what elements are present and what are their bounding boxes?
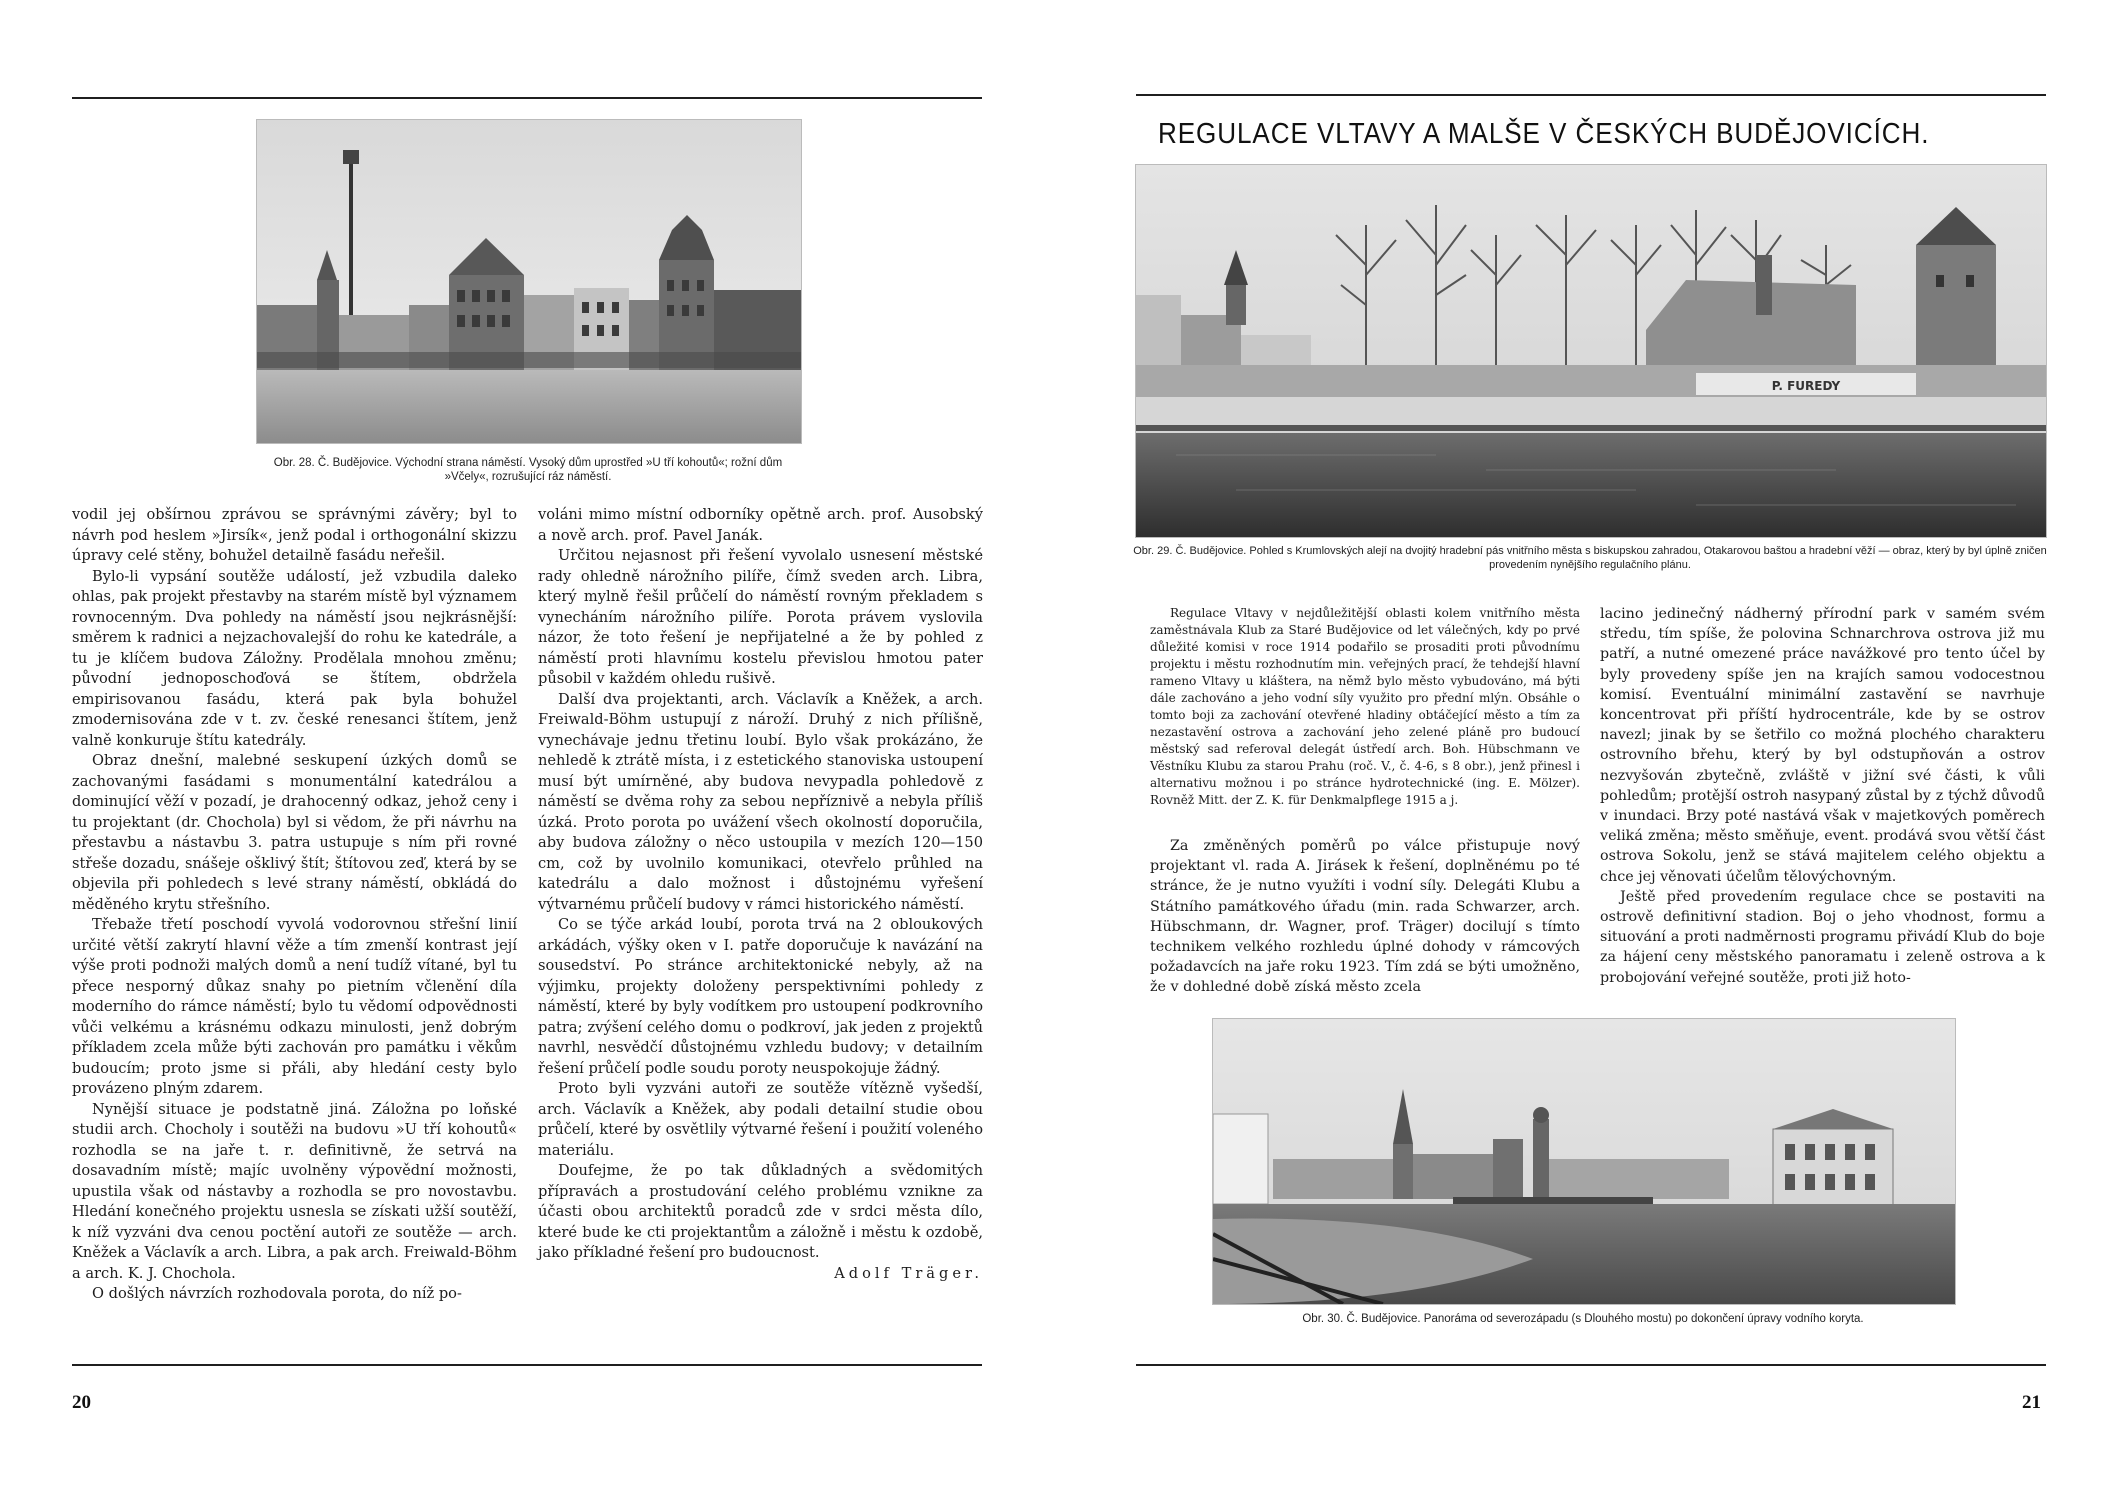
top-rule-right	[1136, 94, 2046, 96]
figure-30-caption: Obr. 30. Č. Budějovice. Panoráma od severozápadu (s Dlouhého mostu) po dokončení úpravy vodního koryta.	[1302, 1313, 1864, 1325]
paragraph: Třebaže třetí poschodí vyvolá vodorovnou střešní linií určité větší zakrytí hlavní věže a tím zmenší kontrast její výše proti podnoži malých domů a není tudíž vítané, byl tu přece nesporný důkaz snahy po pietním včlenění díla moderního do rámce náměstí; bylo tu vědomí odpovědnosti vůči velkému a krásnému odkazu minulosti, jenž dobrým příkladem zcela může býti zachován pro památku i věkům budoucím; proto jsme si přáli, aby hledání cesty bylo provázeno plným zdarem.	[72, 916, 517, 1097]
figure-29-photo	[1135, 164, 2047, 538]
figure-28-photo	[256, 119, 802, 444]
paragraph: vodil jej obšírnou zprávou se správnými závěry; byl to návrh pod heslem »Jirsík«, jenž podal i orthogonální skizzu úpravy celé stěny, bohužel detailně fasádu neřešil.	[72, 506, 517, 564]
left-column-2	[538, 505, 983, 1284]
bottom-rule-right	[1136, 1364, 2046, 1366]
paragraph: Nynější situace je podstatně jiná. Záložna po loňské studii arch. Chocholy i soutěži na budovu »U tří kohoutů« rozhodla se na jaře t. r. definitivně, že setrvá na dosavadním místě; majíc uvolněny výpovědní možnosti, upustila však od nástavby a rozhodla se pro novostavbu. Hledání konečného projektu usnesla se získati užší soutěží, k níž vyzváni dva cenou poctění autoři ze soutěže — arch. Kněžek a Václavík a arch. Libra, a pak arch. Freiwald-Böhm a arch. K. J. Chochola.	[72, 1100, 517, 1282]
article-title: REGULACE VLTAVY A MALŠE V ČESKÝCH BUDĚJOVICÍCH.	[1158, 118, 1930, 150]
river-wall-photo-illustration	[1136, 165, 2046, 537]
paragraph: Další dva projektanti, arch. Václavík a Kněžek, a arch. Freiwald-Böhm ustupují z nároží. Druhý z nich přílišně, vynechávaje jednu třetinu loubí. Bylo však prokázáno, že nehledě k ztrátě místa, i z estetického stanoviska ustoupení musí být umírněné, aby budova nevypadla pohledově z náměstí se dvěma rohy za sebou nepříznivě a nebyla příliš úzká. Proto porota po uvážení všech okolností doporučila, aby budova záložny o něco ustoupila v mezích 120—150 cm, což by uvolnilo komunikaci, otevřelo průhled na katedrálu a dalo možnost i důstojnému vyřešení výtvarnému průčelí budovy v rámci historického náměstí.	[538, 690, 983, 913]
left-column-1	[72, 505, 517, 1305]
square-photo-illustration	[257, 120, 801, 443]
right-column-2	[1600, 604, 2045, 988]
top-rule-left	[72, 97, 982, 99]
right-intro-text	[1150, 605, 1580, 809]
paragraph: Regulace Vltavy v nejdůležitější oblasti kolem vnitřního města zaměstnávala Klub za Staré Budějovice od let válečných, kdy po prvé důležité komisi v roce 1914 podařilo se prosaditi proti původnímu projektu i městu rozhodnutím min. veřejných prací, že tehdejší hlavní rameno Vltavy u kláštera, na němž bylo město vybudováno, má býti dále zachováno a jeho vodní síly využito pro přední mlýn. Obsáhle o tomto boji za zachování otevřené hladiny obtáčející město a tím za nezastavění ostrova a zachování jeho zelené pláně pro budoucí městský sad referoval delegát ústředí arch. Boh. Hübschmann ve Věstníku Klubu za starou Prahu (roč. V., č. 4-6, s 8 obr.), jenž přinesl i alternativu možnou i po stránce hydrotechnické (ing. E. Mölzer). Rovněž Mitt. der Z. K. für Denkmalpflege 1915 a j.	[1150, 606, 1580, 807]
paragraph: Proto byli vyzváni autoři ze soutěže vítězně vyšedší, arch. Václavík a Kněžek, aby podali detailní studie obou průčelí, které by osvětlily výtvarné řešení i použití voleného materiálu.	[538, 1080, 983, 1159]
right-column-1	[1150, 836, 1580, 998]
paragraph: Doufejme, že po tak důkladných a svědomitých přípravách a prostudování celého problému vznikne za účasti obou architektů poradců zde v srdci města dílo, které bude ke cti projektantům a záložně i městu k ozdobě, jako příkladné řešení pro budoucnost.	[538, 1162, 983, 1261]
figure-30-photo	[1212, 1018, 1956, 1305]
paragraph: Za změněných poměrů po válce přistupuje nový projektant vl. rada A. Jirásek k řešení, doplněnému po té stránce, že je nutno využíti i vodní síly. Delegáti Klubu a Státního památkového úřadu (min. rada Schwarzer, arch. Hübschmann, dr. Wagner, prof. Träger) docilují s tímto technikem velkého rozhledu úplné dohody v rámcových požadavcích na jaře roku 1923. Tím zdá se býti umožněno, že v dohledné době získá město zcela	[1150, 838, 1580, 996]
figure-28-caption: Obr. 28. Č. Budějovice. Východní strana náměstí. Vysoký dům uprostřed »U tří kohoutů«; rožní dům »Včely«, rozrušující ráz náměstí.	[273, 457, 783, 483]
wall-sign-text: P. FUREDY	[1771, 379, 1841, 393]
paragraph: Co se týče arkád loubí, porota trvá na 2 obloukových arkádách, výšky oken v I. patře doporučuje k navázání na sousedství. Po stránce architektonické nebyly, až na výjimku, projekty doloženy perspektivními pohledy z náměstí, které by byly vodítkem pro ustoupení podkrovního patra; zvýšení celého domu o podkroví, jak jeden z projektů navrhl, nesvědčí důstojnému vzhledu budovy; v detailním řešení průčelí podle soudu poroty neuspokojuje žádný.	[538, 916, 983, 1077]
paragraph: Určitou nejasnost při řešení vyvolalo usnesení městské rady ohledně nárožního pilíře, čímž sveden arch. Libra, který mylně řešil průčelí do náměstí rovným překladem s vynecháním nárožního pilíře. Porota právem vyslovila názor, že toto řešení je nepřijatelné a že by pohled z náměstí proti hlavnímu kostelu převislou hmotou pater působil v každém ohledu rušivě.	[538, 547, 983, 687]
paragraph: O došlých návrzích rozhodovala porota, do níž po-	[92, 1285, 462, 1302]
paragraph: Obraz dnešní, malebné seskupení úzkých domů se zachovanými fasádami s monumentální katedrálou a dominující věží v pozadí, je drahocenný odkaz, jehož ceny i tu projektant (dr. Chochola) byl si vědom, že při návrhu na přestavbu a nástavbu 3. patra ustupuje s ním při rovné střeše dozadu, snášeje ošklivý štít; štítovou zeď, která by se objevila při pohledech s levé strany náměstí, obkládá do měděného krytu střešního.	[72, 752, 517, 913]
panorama-photo-illustration	[1213, 1019, 1955, 1304]
bottom-rule-left	[72, 1364, 982, 1366]
page-number-right: 21	[2022, 1392, 2041, 1413]
paragraph: Bylo-li vypsání soutěže událostí, jež vzbudila daleko ohlas, pak projekt přestavby na starém místě byl významem rovnocenným. Dva pohledy na náměstí jsou nejkrásnější: směrem k radnici a nejzachovalejší do rohu ke katedrále, a tu je klíčem budova Záložny. Prodělala mnohou změnu; původní jednoposchoďová se štítem, obdržela empirisovanou fasádu, která pak byla bohužel zmodernisována zde v t. zv. české renesanci štítem, jenž valně konkuruje štítu katedrály.	[72, 567, 517, 749]
author-signature: Adolf Träger.	[834, 1264, 983, 1282]
paragraph: lacino jedinečný nádherný přírodní park v samém svém středu, tím spíše, že polovina Schnarchrova ostrova již mu patří, a nutné omezené práce navážkové pro tento účel by byly provedeny spíše jen na krajích samou vodocestnou komisí. Eventuální minimální zastavění se navrhuje koncentrovat při příští hydrocentrále, kde by se ostrov navezl; jinak by se šetřilo co možná plochého charakteru ostrovního břehu, který by byl odstupňován a ostrov nezvyšován zbytečně, zvláště v jižní své části, k vůli pohledům; protější ostroh nasypaný zůstal by z týchž důvodů v inundaci. Brzy poté nastává však v majetkových poměrech veliká změna; město směňuje, event. prodává svou větší část ostrova Sokolu, jenž se stává majitelem celého objektu a chce jej věnovati účelům tělovýchovným.	[1600, 606, 2045, 885]
page-number-left: 20	[72, 1392, 91, 1413]
figure-29-caption: Obr. 29. Č. Budějovice. Pohled s Krumlovských alejí na dvojitý hradební pás vnitřního města s biskupskou zahradou, Otakarovou baštou a hradební věží — obraz, který by byl úplně zničen provedením nynějšího regulačního plánu.	[1133, 545, 2047, 571]
paragraph: Ještě před provedením regulace chce se postaviti na ostrově definitivní stadion. Boj o jeho vhodnost, formu a situování a proti nadměrnosti programu přivádí Klub do boje za hájení ceny městského panoramatu i zeleně ostrova a k probojování veřejné soutěže, proti již hoto-	[1600, 888, 2045, 986]
paragraph: voláni mimo místní odborníky opětně arch. prof. Ausobský a nově arch. prof. Pavel Janák.	[538, 506, 983, 544]
